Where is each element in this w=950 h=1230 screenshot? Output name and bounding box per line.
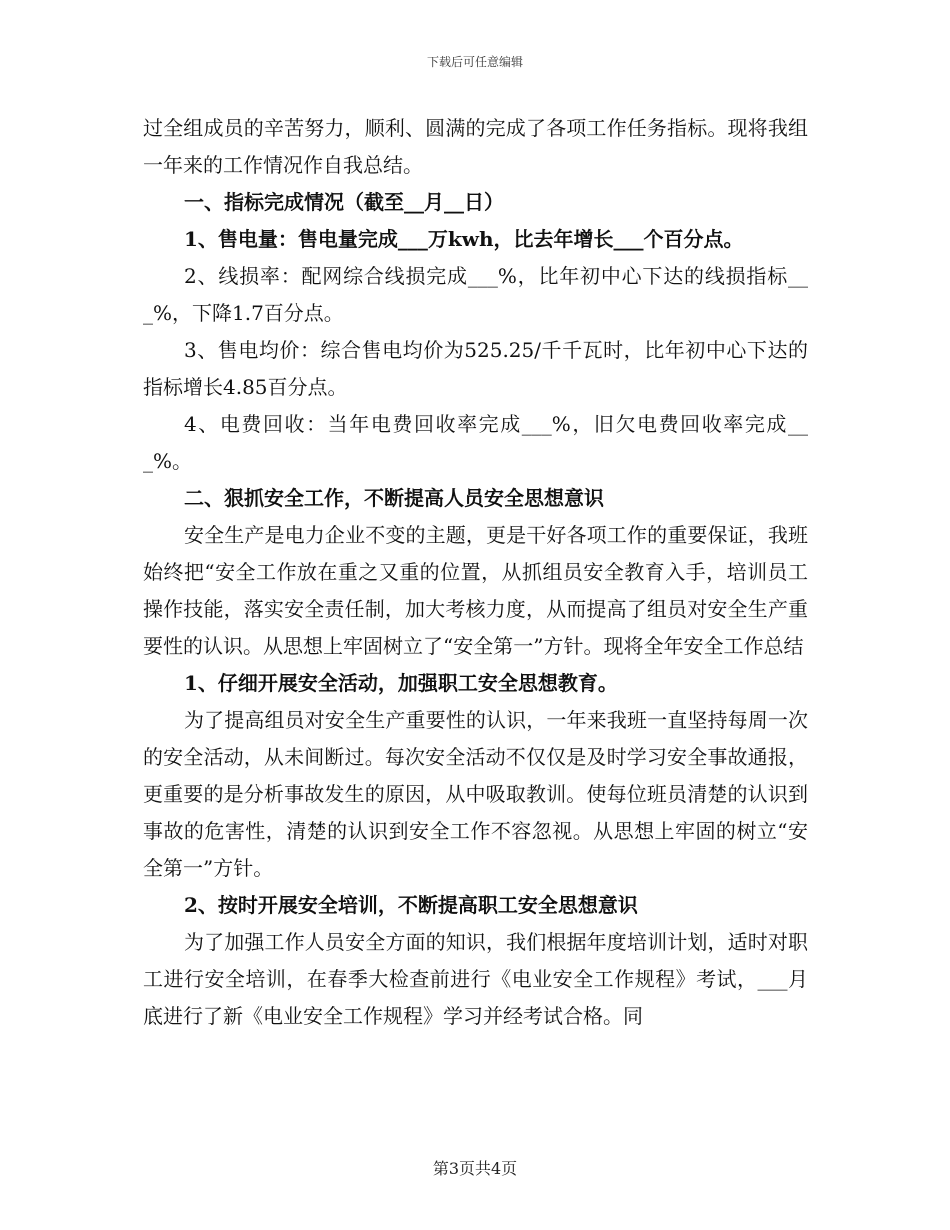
item-heading: 1、售电量：售电量完成___万kwh，比去年增长___个百分点。 <box>184 227 744 251</box>
paragraph: 4、电费回收：当年电费回收率完成___%，旧欠电费回收率完成___%。 <box>143 412 808 473</box>
paragraph: 3、售电均价：综合售电均价为525.25/千千瓦时，比年初中心下达的指标增长4.85百分点。 <box>143 338 808 399</box>
paragraph: 过全组成员的辛苦努力，顺利、圆满的完成了各项工作任务指标。现将我组一年来的工作情况作自我总结。 <box>143 116 808 177</box>
paragraph: 安全生产是电力企业不变的主题，更是干好各项工作的重要保证，我班始终把“安全工作放在重之又重的位置，从抓组员安全教育入手，培训员工操作技能，落实安全责任制，加大考核力度，从而提高了组员对安全生产重要性的认识。从思想上牢固树立了“安全第一”方针。现将全年安全工作总结 <box>143 523 808 658</box>
subsection-heading: 2、按时开展安全培训，不断提高职工安全思想意识 <box>184 893 638 917</box>
subsection-heading: 1、仔细开展安全活动，加强职工安全思想教育。 <box>184 671 618 695</box>
paragraph: 为了加强工作人员安全方面的知识，我们根据年度培训计划，适时对职工进行安全培训，在春季大检查前进行《电业安全工作规程》考试，___月底进行了新《电业安全工作规程》学习并经考试合格。同 <box>143 930 808 1028</box>
page-footer: 第3页共4页 <box>432 1159 518 1178</box>
document-body <box>143 110 808 1035</box>
paragraph: 2、线损率：配网综合线损完成___%，比年初中心下达的线损指标___%，下降1.7百分点。 <box>143 264 808 325</box>
page-header: 下载后可任意编辑 <box>426 55 523 69</box>
section-heading: 二、狠抓安全工作，不断提高人员安全思想意识 <box>184 486 604 510</box>
section-heading: 一、指标完成情况（截至__月__日） <box>184 190 504 214</box>
paragraph: 为了提高组员对安全生产重要性的认识，一年来我班一直坚持每周一次的安全活动，从未间断过。每次安全活动不仅仅是及时学习安全事故通报，更重要的是分析事故发生的原因，从中吸取教训。使每位班员清楚的认识到事故的危害性，清楚的认识到安全工作不容忽视。从思想上牢固的树立“安全第一”方针。 <box>143 708 808 880</box>
